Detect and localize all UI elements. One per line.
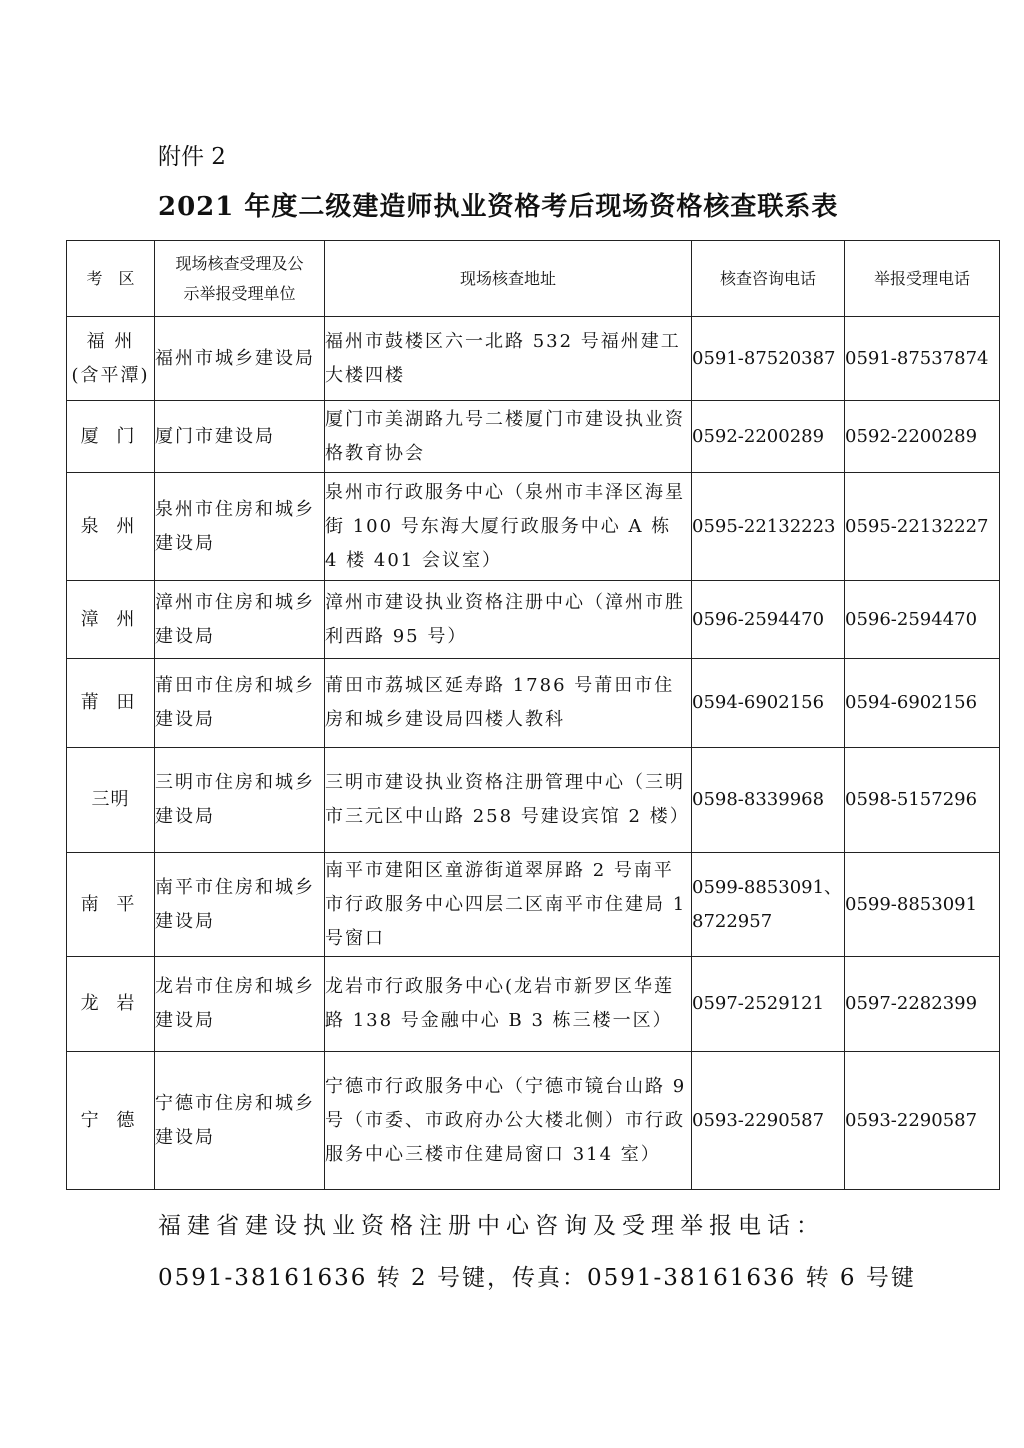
unit-cell: 宁德市住房和城乡建设局 <box>155 1052 325 1190</box>
table-row <box>67 401 1000 473</box>
region-cell <box>67 317 155 401</box>
region-cell: 漳 州 <box>67 581 155 659</box>
address-cell: 泉州市行政服务中心（泉州市丰泽区海星街 100 号东海大厦行政服务中心 A 栋 4 楼 401 会议室） <box>325 473 692 581</box>
table-row <box>67 1052 1000 1190</box>
table-row <box>67 581 1000 659</box>
report-phone-cell: 0592-2200289 <box>845 401 1000 473</box>
footer-contact <box>158 1200 916 1304</box>
consult-phone-cell: 0591-87520387 <box>692 317 845 401</box>
table-row <box>67 473 1000 581</box>
table-row <box>67 317 1000 401</box>
region-cell: 厦 门 <box>67 401 155 473</box>
address-cell: 龙岩市行政服务中心(龙岩市新罗区华莲路 138 号金融中心 B 3 栋三楼一区） <box>325 957 692 1052</box>
report-phone-cell: 0594-6902156 <box>845 659 1000 748</box>
consult-phone-cell: 0596-2594470 <box>692 581 845 659</box>
address-cell: 宁德市行政服务中心（宁德市镜台山路 9 号（市委、市政府办公大楼北侧）市行政服务中心三楼市住建局窗口 314 室） <box>325 1052 692 1190</box>
unit-cell: 漳州市住房和城乡建设局 <box>155 581 325 659</box>
table-row <box>67 659 1000 748</box>
region-cell: 龙 岩 <box>67 957 155 1052</box>
report-phone-cell: 0596-2594470 <box>845 581 1000 659</box>
header-consult-phone: 核查咨询电话 <box>692 241 845 317</box>
report-phone-cell: 0595-22132227 <box>845 473 1000 581</box>
attachment-label: 附件 2 <box>158 144 226 170</box>
address-cell: 漳州市建设执业资格注册中心（漳州市胜利西路 95 号） <box>325 581 692 659</box>
unit-cell: 泉州市住房和城乡建设局 <box>155 473 325 581</box>
header-address: 现场核查地址 <box>325 241 692 317</box>
table-row <box>67 748 1000 853</box>
unit-cell: 三明市住房和城乡建设局 <box>155 748 325 853</box>
header-region: 考 区 <box>67 241 155 317</box>
contact-table <box>66 240 1000 1190</box>
unit-cell: 南平市住房和城乡建设局 <box>155 853 325 957</box>
table-row <box>67 853 1000 957</box>
address-cell: 厦门市美湖路九号二楼厦门市建设执业资格教育协会 <box>325 401 692 473</box>
region-cell: 莆 田 <box>67 659 155 748</box>
unit-cell: 龙岩市住房和城乡建设局 <box>155 957 325 1052</box>
consult-phone-cell: 0598-8339968 <box>692 748 845 853</box>
report-phone-cell: 0593-2290587 <box>845 1052 1000 1190</box>
consult-phone-cell: 0593-2290587 <box>692 1052 845 1190</box>
address-cell: 三明市建设执业资格注册管理中心（三明市三元区中山路 258 号建设宾馆 2 楼） <box>325 748 692 853</box>
unit-cell: 莆田市住房和城乡建设局 <box>155 659 325 748</box>
table-row <box>67 957 1000 1052</box>
report-phone-cell: 0597-2282399 <box>845 957 1000 1052</box>
consult-phone-cell: 0595-22132223 <box>692 473 845 581</box>
address-cell: 福州市鼓楼区六一北路 532 号福州建工大楼四楼 <box>325 317 692 401</box>
address-cell: 南平市建阳区童游街道翠屏路 2 号南平市行政服务中心四层二区南平市住建局 1 号窗口 <box>325 853 692 957</box>
report-phone-cell: 0591-87537874 <box>845 317 1000 401</box>
table-header-row <box>67 241 1000 317</box>
consult-phone-text: 0599-8853091、8722957 <box>692 876 843 932</box>
footer-line-1: 福建省建设执业资格注册中心咨询及受理举报电话： <box>158 1213 825 1239</box>
region-cell: 泉 州 <box>67 473 155 581</box>
consult-phone-cell: 0592-2200289 <box>692 401 845 473</box>
consult-phone-cell: 0597-2529121 <box>692 957 845 1052</box>
region-cell: 宁 德 <box>67 1052 155 1190</box>
region-text: 福 州 (含平潭) <box>71 330 150 386</box>
unit-cell: 福州市城乡建设局 <box>155 317 325 401</box>
report-phone-cell: 0598-5157296 <box>845 748 1000 853</box>
header-unit: 现场核查受理及公示举报受理单位 <box>155 241 325 317</box>
region-cell: 南 平 <box>67 853 155 957</box>
consult-phone-cell <box>692 853 845 957</box>
address-cell: 莆田市荔城区延寿路 1786 号莆田市住房和城乡建设局四楼人教科 <box>325 659 692 748</box>
footer-line-2: 0591-38161636 转 2 号键，传真：0591-38161636 转 6 号键 <box>158 1265 916 1291</box>
unit-cell: 厦门市建设局 <box>155 401 325 473</box>
header-report-phone: 举报受理电话 <box>845 241 1000 317</box>
region-cell: 三明 <box>67 748 155 853</box>
document-title: 2021 年度二级建造师执业资格考后现场资格核查联系表 <box>158 192 839 222</box>
consult-phone-cell: 0594-6902156 <box>692 659 845 748</box>
report-phone-cell: 0599-8853091 <box>845 853 1000 957</box>
